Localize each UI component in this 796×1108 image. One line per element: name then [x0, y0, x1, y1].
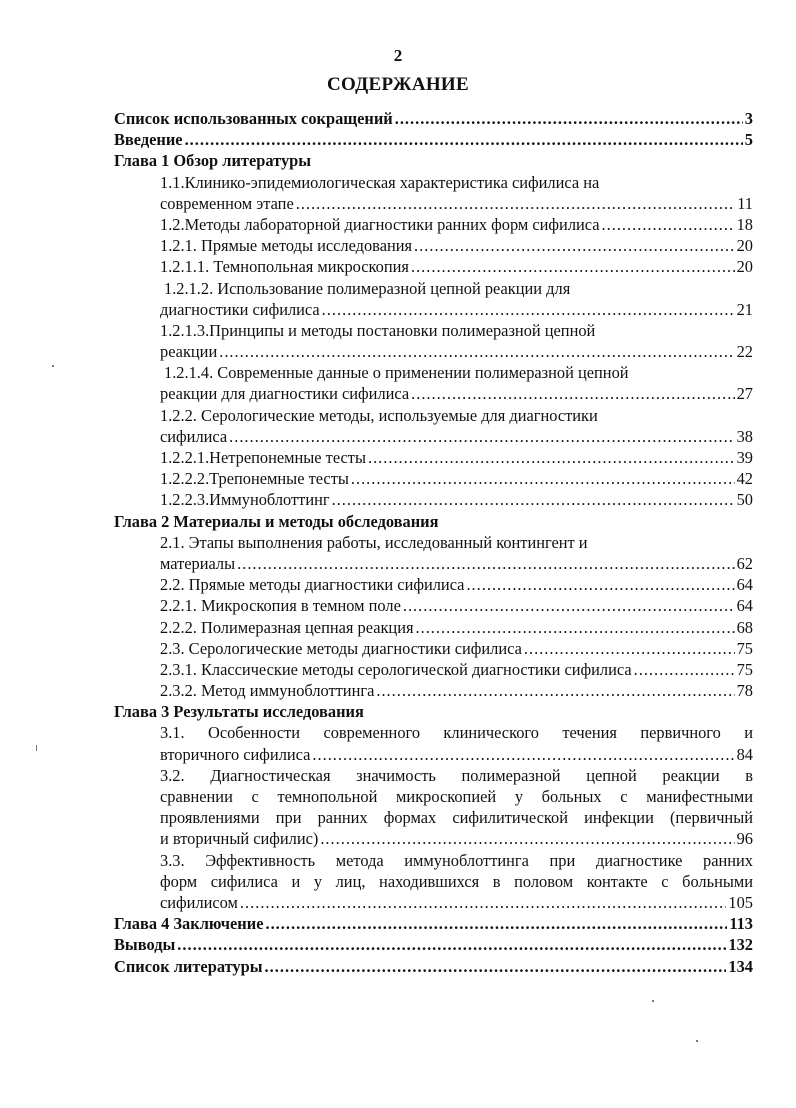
toc-entry-page: 27 [736, 384, 753, 404]
toc-entry-1-2-1-2: диагностики сифилиса ..... 21 [114, 299, 753, 320]
toc-entry-1-2-1-4-line1: 1.2.1.4. Современные данные о применении полимеразной цепной [164, 363, 629, 383]
toc-entry-2-2-1: 2.2.1. Микроскопия в темном поле ..... 64 [114, 595, 753, 616]
toc-entry-abbreviations [114, 108, 753, 129]
toc-entry-page: 50 [736, 490, 753, 510]
toc-entry-1-2-2-2: 1.2.2.2.Трепонемные тесты ..... 42 [114, 468, 753, 489]
toc-entry-page: 134 [728, 956, 753, 976]
toc-entry-page: 105 [728, 892, 753, 912]
toc-entry-page: 21 [736, 299, 753, 319]
toc-entry-page: 75 [736, 659, 753, 679]
toc-entry-3-2-line1: 3.2. Диагностическая значимость полимеразной цепной реакции в [160, 765, 753, 785]
chapter-3-heading: Глава 3 Результаты исследования [114, 702, 364, 722]
scan-speck [52, 365, 54, 367]
toc-entry-references: Список литературы ..... 134 [114, 956, 753, 977]
toc-entry-page: 62 [736, 553, 753, 573]
toc-entry-1-2-1: 1.2.1. Прямые методы исследования ..... 20 [114, 235, 753, 256]
toc-entry-1-2-1-3: реакции ..... 22 [114, 341, 753, 362]
toc-entry-1-2-2: сифилиса ..... 38 [114, 426, 753, 447]
toc-entry-page: 78 [736, 681, 753, 701]
toc-entry-text: Введение [114, 130, 183, 150]
page-title: СОДЕРЖАНИЕ [327, 74, 469, 95]
toc-entry-3-1: 3.1. Особенности современного клинического течения первичного и вторичного сифилиса ..... 84 [114, 722, 753, 764]
page-number: 2 [393, 46, 403, 65]
toc-entry-page: 132 [728, 935, 753, 955]
toc-entry-page: 96 [736, 829, 753, 849]
toc-entry-page: 39 [736, 448, 753, 467]
toc-entry-page: 3 [744, 109, 753, 128]
toc-entry-page: 64 [736, 575, 753, 595]
toc-entry-3-2-line3: проявлениями при ранних формах сифилитической инфекции (первичный [160, 808, 753, 828]
toc-entry-page: 18 [736, 214, 753, 234]
toc-entry-page: 84 [736, 744, 753, 764]
toc-entry-chapter-4: Глава 4 Заключение ..... 113 [114, 913, 753, 934]
scan-speck [652, 1000, 654, 1002]
toc-entry-1-2-2-line1: 1.2.2. Серологические методы, используемые для диагностики [160, 405, 598, 425]
toc-entry-text: Список использованных сокращений [114, 109, 393, 128]
toc-entry-1-1-line1: 1.1.Клинико-эпидемиологическая характеристика сифилиса на [160, 172, 600, 192]
toc-entry-page: 20 [736, 236, 753, 256]
toc-entry-page: 5 [744, 130, 753, 150]
toc-entry-1-2-2-1: 1.2.2.1.Нетрепонемные тесты ..... 39 [114, 447, 753, 468]
toc-entry-page: 113 [729, 914, 753, 934]
toc-entry-2-3: 2.3. Серологические методы диагностики сифилиса ..... 75 [114, 638, 753, 659]
toc-entry-3-3-line2: форм сифилиса и у лиц, находившихся в половом контакте с больными [160, 871, 753, 891]
toc-entry-page: 75 [736, 638, 753, 658]
toc-entry-3-2-line2: сравнении с темнопольной микроскопией у больных с манифестными [160, 787, 753, 806]
toc-entry-3-3: 3.3. Эффективность метода иммуноблоттинга при диагностике ранних форм сифилиса и у лиц, находившихся в половом контакте с больными сифилисом ..... 105 [114, 850, 753, 914]
toc-entry-3-3-line1: 3.3. Эффективность метода иммуноблоттинга при диагностике ранних [160, 850, 753, 870]
toc-entry-1-1: современном этапе ..... 11 [114, 193, 753, 214]
toc-entry-page: 68 [736, 617, 753, 637]
toc-entry-3-2: 3.2. Диагностическая значимость полимеразной цепной реакции в сравнении с темнопольной микроскопией у больных с манифестными проявлениями при ранних формах сифилитической инфекции (первичный и вторичный сифилис) ..... 96 [114, 765, 753, 850]
toc-entry-page: 22 [736, 342, 753, 362]
table-of-contents [114, 108, 753, 977]
toc-entry-1-2-1-1: 1.2.1.1. Темнопольная микроскопия ..... 20 [114, 256, 753, 277]
scan-speck [36, 745, 37, 751]
toc-entry-2-1-line1: 2.1. Этапы выполнения работы, исследованный контингент и [160, 532, 588, 552]
toc-entry-1-2-2-3: 1.2.2.3.Иммуноблоттинг ..... 50 [114, 489, 753, 510]
toc-entry-1-2-1-3-line1: 1.2.1.3.Принципы и методы постановки полимеразной цепной [160, 320, 596, 340]
toc-entry-page: 64 [736, 596, 753, 616]
toc-entry-introduction [114, 129, 753, 150]
chapter-2-heading: Глава 2 Материалы и методы обследования [114, 511, 439, 531]
toc-entry-2-2-2: 2.2.2. Полимеразная цепная реакция ..... 68 [114, 617, 753, 638]
toc-entry-1-2: 1.2.Методы лабораторной диагностики ранних форм сифилиса ..... 18 [114, 214, 753, 235]
toc-entry-page: 11 [737, 193, 753, 213]
toc-entry-2-3-1: 2.3.1. Классические методы серологической диагностики сифилиса ..... 75 [114, 659, 753, 680]
toc-entry-page: 20 [736, 257, 753, 277]
toc-entry-2-2: 2.2. Прямые методы диагностики сифилиса ..... 64 [114, 574, 753, 595]
toc-entry-conclusions: Выводы ..... 132 [114, 934, 753, 955]
chapter-1-heading: Глава 1 Обзор литературы [114, 151, 312, 171]
toc-entry-page: 38 [736, 426, 753, 446]
toc-entry-page: 42 [736, 469, 753, 489]
toc-entry-2-1: материалы ..... 62 [114, 553, 753, 574]
toc-entry-1-2-1-2-line1: 1.2.1.2. Использование полимеразной цепной реакции для [164, 278, 571, 298]
toc-entry-2-3-2: 2.3.2. Метод иммуноблоттинга ..... 78 [114, 680, 753, 701]
scan-speck [696, 1040, 698, 1042]
toc-entry-1-2-1-4: реакции для диагностики сифилиса ..... 27 [114, 383, 753, 404]
toc-entry-3-1-line1: 3.1. Особенности современного клинического течения первичного и [160, 723, 753, 743]
